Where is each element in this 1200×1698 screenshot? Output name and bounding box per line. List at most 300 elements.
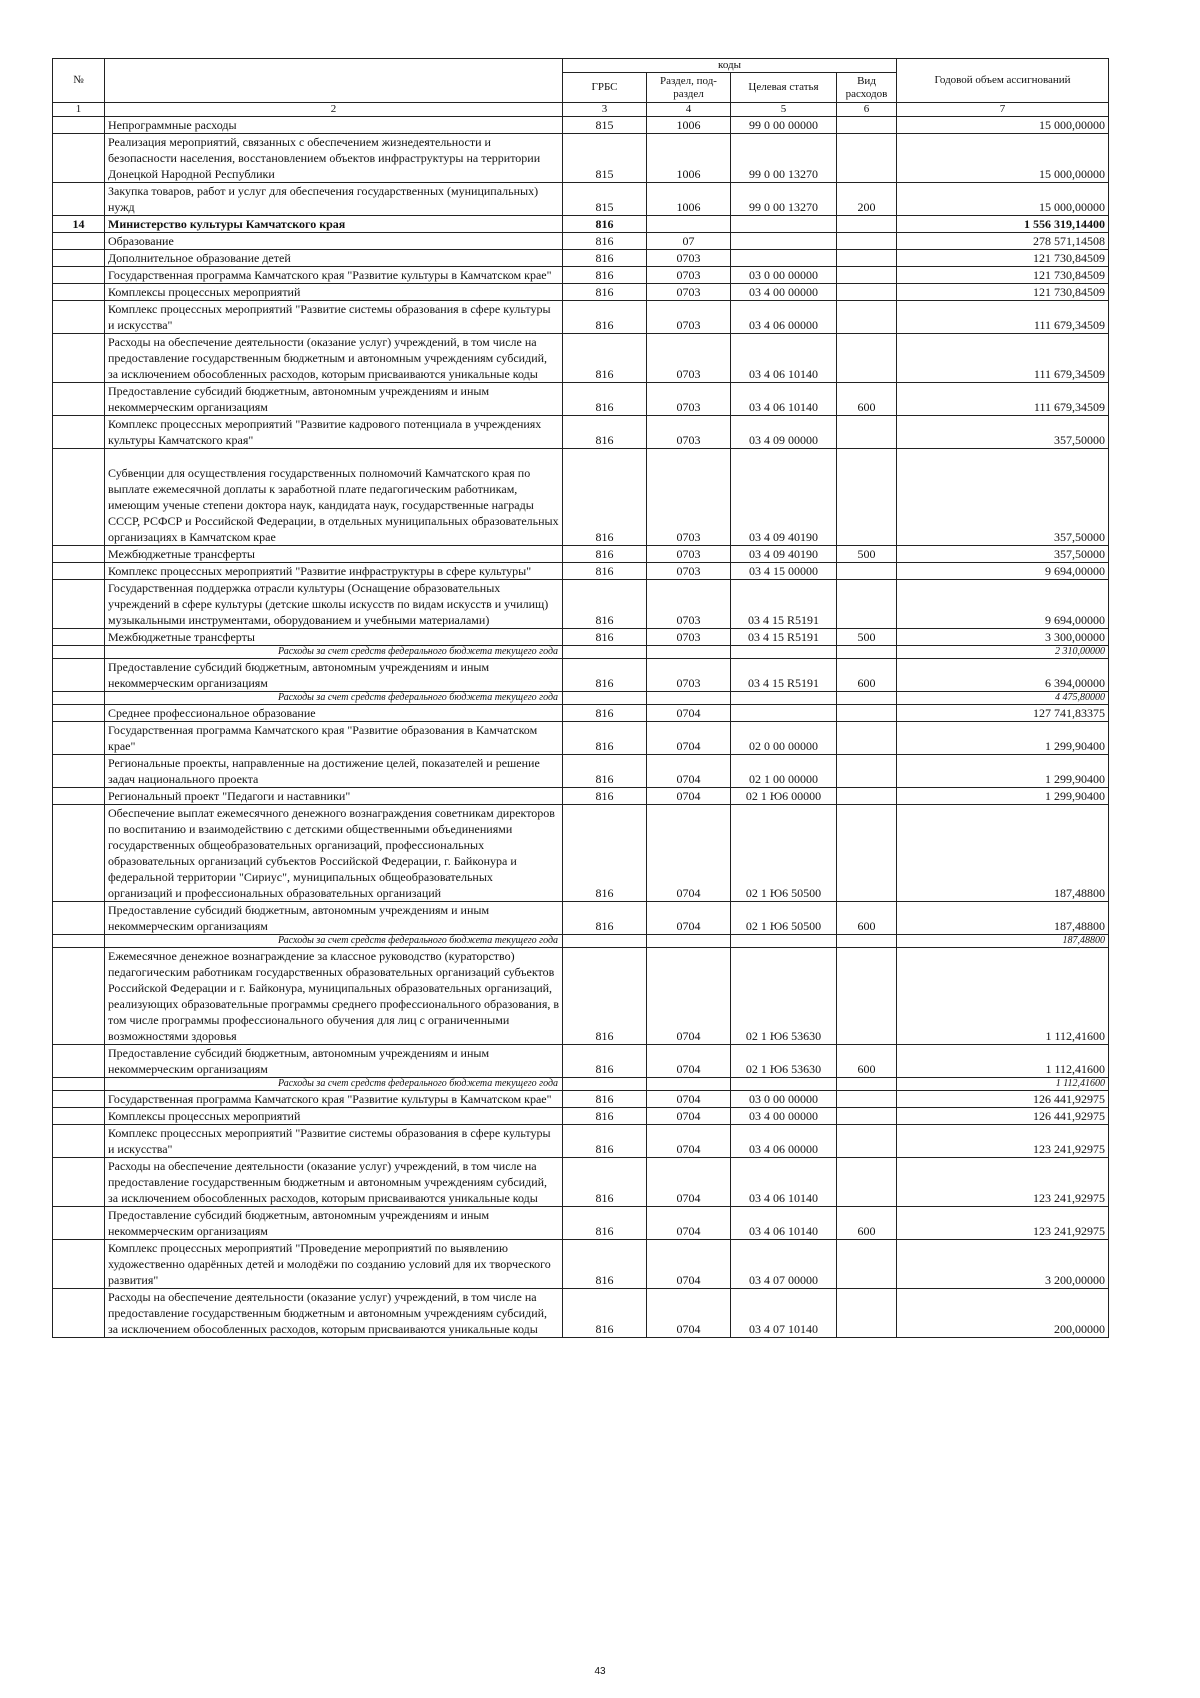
grbs-code: 816 <box>563 383 647 416</box>
row-number <box>53 948 105 1045</box>
row-number <box>53 1091 105 1108</box>
section-code <box>647 1078 731 1091</box>
target-code: 03 4 15 00000 <box>731 563 837 580</box>
section-code: 0703 <box>647 267 731 284</box>
expense-kind-code <box>837 788 897 805</box>
expense-kind-code <box>837 1091 897 1108</box>
table-row <box>53 183 1109 216</box>
allocation-amount: 15 000,00000 <box>897 134 1109 183</box>
grbs-code: 816 <box>563 948 647 1045</box>
grbs-code: 816 <box>563 334 647 383</box>
expense-name: Непрограммные расходы <box>105 117 563 134</box>
target-code <box>731 705 837 722</box>
expense-kind-code: 200 <box>837 183 897 216</box>
section-code <box>647 646 731 659</box>
expense-kind-code <box>837 117 897 134</box>
grbs-code: 816 <box>563 267 647 284</box>
allocation-amount: 126 441,92975 <box>897 1091 1109 1108</box>
expense-name: Предоставление субсидий бюджетным, автономным учреждениям и иным некоммерческим организациям <box>105 902 563 935</box>
row-number <box>53 183 105 216</box>
expense-kind-code: 600 <box>837 902 897 935</box>
expense-name: Образование <box>105 233 563 250</box>
grbs-code: 816 <box>563 659 647 692</box>
grbs-code: 816 <box>563 1125 647 1158</box>
expense-name: Ежемесячное денежное вознаграждение за классное руководство (кураторство) педагогическим работникам государственных образовательных организаций субъектов Российской Федерации и г. Байконура, муниципальных образовательных организаций, реализующих образовательные программы среднего профессионального образования, в том числе программы профессионального обучения для лиц с ограниченными возможностями здоровья <box>105 948 563 1045</box>
expense-kind-code <box>837 1240 897 1289</box>
expense-name: Комплексы процессных мероприятий <box>105 1108 563 1125</box>
header-no: № <box>53 59 105 103</box>
target-code: 02 1 Ю6 50500 <box>731 902 837 935</box>
grbs-code: 816 <box>563 1045 647 1078</box>
table-row <box>53 267 1109 284</box>
expense-kind-code <box>837 1158 897 1207</box>
section-code: 0704 <box>647 788 731 805</box>
row-number <box>53 692 105 705</box>
grbs-code: 816 <box>563 788 647 805</box>
expense-kind-code <box>837 948 897 1045</box>
expense-kind-code <box>837 334 897 383</box>
expense-kind-code <box>837 233 897 250</box>
allocation-amount: 1 299,90400 <box>897 755 1109 788</box>
row-number <box>53 580 105 629</box>
expense-kind-code <box>837 267 897 284</box>
expense-name: Комплекс процессных мероприятий "Проведение мероприятий по выявлению художественно одарённых детей и молодёжи по созданию условий для их творческого развития" <box>105 1240 563 1289</box>
section-code: 07 <box>647 233 731 250</box>
expense-kind-code <box>837 1078 897 1091</box>
allocation-amount: 1 112,41600 <box>897 1078 1109 1091</box>
federal-budget-row <box>53 1078 1109 1091</box>
allocation-amount: 111 679,34509 <box>897 383 1109 416</box>
table-row <box>53 1045 1109 1078</box>
column-number: 4 <box>647 103 731 117</box>
header-target: Целевая статья <box>731 73 837 103</box>
section-code <box>647 692 731 705</box>
expense-name: Государственная поддержка отрасли культуры (Оснащение образовательных учреждений в сфере культуры (детские школы искусств по видам искусств и училищ) музыкальными инструментами, оборудованием и учебными материалами) <box>105 580 563 629</box>
row-number <box>53 935 105 948</box>
target-code: 99 0 00 00000 <box>731 117 837 134</box>
section-code: 0704 <box>647 1289 731 1338</box>
grbs-code: 816 <box>563 1207 647 1240</box>
column-number: 2 <box>105 103 563 117</box>
grbs-code: 816 <box>563 902 647 935</box>
section-code: 0704 <box>647 755 731 788</box>
grbs-code: 815 <box>563 134 647 183</box>
grbs-code: 816 <box>563 1158 647 1207</box>
expense-kind-code <box>837 563 897 580</box>
grbs-code: 816 <box>563 216 647 233</box>
row-number <box>53 646 105 659</box>
allocation-amount: 15 000,00000 <box>897 183 1109 216</box>
expense-kind-code <box>837 805 897 902</box>
allocation-amount: 200,00000 <box>897 1289 1109 1338</box>
allocation-amount: 357,50000 <box>897 546 1109 563</box>
grbs-code: 816 <box>563 284 647 301</box>
expense-name: Среднее профессиональное образование <box>105 705 563 722</box>
table-row <box>53 755 1109 788</box>
expense-name: Комплексы процессных мероприятий <box>105 284 563 301</box>
table-row <box>53 629 1109 646</box>
section-code: 0704 <box>647 1158 731 1207</box>
grbs-code: 816 <box>563 546 647 563</box>
expense-name: Обеспечение выплат ежемесячного денежного вознаграждения советникам директоров по воспитанию и взаимодействию с детскими общественными объединениями государственных общеобразовательных организаций, профессиональных образовательных организаций субъектов Российской Федерации, г. Байконура и федеральной территории "Сириус", муниципальных общеобразовательных организаций и профессиональных образовательных организаций <box>105 805 563 902</box>
allocation-amount: 121 730,84509 <box>897 284 1109 301</box>
row-number <box>53 629 105 646</box>
expense-name: Предоставление субсидий бюджетным, автономным учреждениям и иным некоммерческим организациям <box>105 659 563 692</box>
expense-kind-code <box>837 416 897 449</box>
table-row <box>53 546 1109 563</box>
expense-name: Межбюджетные трансферты <box>105 629 563 646</box>
expense-name: Государственная программа Камчатского края "Развитие образования в Камчатском крае" <box>105 722 563 755</box>
section-code: 0704 <box>647 1207 731 1240</box>
table-row <box>53 117 1109 134</box>
allocation-amount: 127 741,83375 <box>897 705 1109 722</box>
expense-name: Закупка товаров, работ и услуг для обеспечения государственных (муниципальных) нужд <box>105 183 563 216</box>
target-code: 03 4 00 00000 <box>731 284 837 301</box>
row-number <box>53 788 105 805</box>
target-code: 03 0 00 00000 <box>731 267 837 284</box>
expense-name: Комплекс процессных мероприятий "Развитие системы образования в сфере культуры и искусства" <box>105 301 563 334</box>
allocation-amount: 111 679,34509 <box>897 334 1109 383</box>
row-number <box>53 563 105 580</box>
allocation-amount: 1 112,41600 <box>897 1045 1109 1078</box>
section-code: 0704 <box>647 1045 731 1078</box>
target-code: 03 4 06 10140 <box>731 334 837 383</box>
target-code: 03 4 09 40190 <box>731 546 837 563</box>
target-code: 03 4 06 10140 <box>731 383 837 416</box>
target-code: 03 4 06 10140 <box>731 1207 837 1240</box>
expense-kind-code: 500 <box>837 546 897 563</box>
expense-name: Комплекс процессных мероприятий "Развитие инфраструктуры в сфере культуры" <box>105 563 563 580</box>
expense-name: Предоставление субсидий бюджетным, автономным учреждениям и иным некоммерческим организациям <box>105 1207 563 1240</box>
section-code: 0703 <box>647 629 731 646</box>
section-code: 0703 <box>647 334 731 383</box>
row-number <box>53 250 105 267</box>
row-number <box>53 1108 105 1125</box>
allocation-amount: 121 730,84509 <box>897 267 1109 284</box>
expense-name: Расходы за счет средств федерального бюджета текущего года <box>105 646 563 659</box>
grbs-code: 815 <box>563 183 647 216</box>
allocation-amount: 4 475,80000 <box>897 692 1109 705</box>
allocation-amount: 126 441,92975 <box>897 1108 1109 1125</box>
target-code: 03 4 15 R5191 <box>731 629 837 646</box>
target-code: 02 1 Ю6 53630 <box>731 948 837 1045</box>
table-row <box>53 1091 1109 1108</box>
target-code <box>731 692 837 705</box>
expense-kind-code: 600 <box>837 659 897 692</box>
expense-name: Министерство культуры Камчатского края <box>105 216 563 233</box>
column-number: 7 <box>897 103 1109 117</box>
expense-kind-code: 600 <box>837 383 897 416</box>
expense-kind-code <box>837 705 897 722</box>
grbs-code: 816 <box>563 755 647 788</box>
expense-kind-code <box>837 449 897 546</box>
section-code: 0704 <box>647 805 731 902</box>
grbs-code: 816 <box>563 629 647 646</box>
allocation-amount: 6 394,00000 <box>897 659 1109 692</box>
row-number <box>53 1045 105 1078</box>
target-code <box>731 646 837 659</box>
expense-name: Расходы на обеспечение деятельности (оказание услуг) учреждений, в том числе на предоставление государственным бюджетным и автономным учреждениям субсидий, за исключением обособленных расходов, которым присваиваются уникальные коды <box>105 1158 563 1207</box>
allocation-amount: 278 571,14508 <box>897 233 1109 250</box>
grbs-code <box>563 935 647 948</box>
row-number <box>53 267 105 284</box>
target-code: 03 4 09 40190 <box>731 449 837 546</box>
expense-name: Расходы на обеспечение деятельности (оказание услуг) учреждений, в том числе на предоставление государственным бюджетным и автономным учреждениям субсидий, за исключением обособленных расходов, которым присваиваются уникальные коды <box>105 1289 563 1338</box>
grbs-code: 815 <box>563 117 647 134</box>
section-code: 0703 <box>647 580 731 629</box>
row-number <box>53 1078 105 1091</box>
expense-kind-code <box>837 580 897 629</box>
section-code: 0703 <box>647 659 731 692</box>
row-number <box>53 805 105 902</box>
expense-kind-code: 600 <box>837 1045 897 1078</box>
allocation-amount: 9 694,00000 <box>897 580 1109 629</box>
target-code: 02 1 Ю6 53630 <box>731 1045 837 1078</box>
section-code: 0703 <box>647 416 731 449</box>
expense-name: Расходы за счет средств федерального бюджета текущего года <box>105 692 563 705</box>
column-number: 6 <box>837 103 897 117</box>
expense-kind-code <box>837 935 897 948</box>
allocation-amount: 1 299,90400 <box>897 788 1109 805</box>
row-number <box>53 284 105 301</box>
table-row <box>53 233 1109 250</box>
section-code: 1006 <box>647 117 731 134</box>
header-kind: Вид расходов <box>837 73 897 103</box>
federal-budget-row <box>53 935 1109 948</box>
table-row <box>53 301 1109 334</box>
target-code: 03 4 07 00000 <box>731 1240 837 1289</box>
table-row <box>53 1108 1109 1125</box>
expense-name: Дополнительное образование детей <box>105 250 563 267</box>
target-code: 03 4 06 00000 <box>731 301 837 334</box>
expense-name: Субвенции для осуществления государственных полномочий Камчатского края по выплате ежемесячной доплаты к заработной плате педагогическим работникам, имеющим ученые степени доктора наук, кандидата наук, государственные награды СССР, РСФСР и Российской Федерации, в отдельных муниципальных образовательных организациях в Камчатском крае <box>105 449 563 546</box>
federal-budget-row <box>53 646 1109 659</box>
target-code: 03 0 00 00000 <box>731 1091 837 1108</box>
target-code: 03 4 06 10140 <box>731 1158 837 1207</box>
target-code <box>731 1078 837 1091</box>
allocation-amount: 187,48800 <box>897 902 1109 935</box>
grbs-code: 816 <box>563 416 647 449</box>
table-row <box>53 416 1109 449</box>
row-number <box>53 1125 105 1158</box>
allocation-amount: 187,48800 <box>897 935 1109 948</box>
table-row <box>53 902 1109 935</box>
table-row <box>53 805 1109 902</box>
table-row <box>53 948 1109 1045</box>
table-row <box>53 1240 1109 1289</box>
grbs-code: 816 <box>563 805 647 902</box>
grbs-code: 816 <box>563 705 647 722</box>
federal-budget-row <box>53 692 1109 705</box>
table-row <box>53 563 1109 580</box>
table-row <box>53 134 1109 183</box>
target-code: 99 0 00 13270 <box>731 183 837 216</box>
section-code: 0704 <box>647 722 731 755</box>
row-number: 14 <box>53 216 105 233</box>
header-grbs: ГРБС <box>563 73 647 103</box>
allocation-amount: 3 200,00000 <box>897 1240 1109 1289</box>
row-number <box>53 722 105 755</box>
header-amount: Годовой объем ассигнований <box>897 59 1109 103</box>
header-codes: коды <box>563 59 897 73</box>
expense-kind-code <box>837 722 897 755</box>
target-code: 02 1 00 00000 <box>731 755 837 788</box>
table-row <box>53 722 1109 755</box>
row-number <box>53 1207 105 1240</box>
table-row <box>53 1289 1109 1338</box>
table-row <box>53 1158 1109 1207</box>
allocation-amount: 1 556 319,14400 <box>897 216 1109 233</box>
grbs-code: 816 <box>563 580 647 629</box>
grbs-code: 816 <box>563 449 647 546</box>
target-code: 02 1 Ю6 00000 <box>731 788 837 805</box>
row-number <box>53 416 105 449</box>
grbs-code: 816 <box>563 1289 647 1338</box>
expense-name: Предоставление субсидий бюджетным, автономным учреждениям и иным некоммерческим организациям <box>105 383 563 416</box>
grbs-code <box>563 692 647 705</box>
allocation-amount: 187,48800 <box>897 805 1109 902</box>
budget-rows <box>53 117 1109 1338</box>
section-code: 0703 <box>647 563 731 580</box>
row-number <box>53 117 105 134</box>
target-code <box>731 935 837 948</box>
allocation-amount: 111 679,34509 <box>897 301 1109 334</box>
allocation-amount: 357,50000 <box>897 416 1109 449</box>
section-code <box>647 935 731 948</box>
section-code: 0703 <box>647 250 731 267</box>
row-number <box>53 1289 105 1338</box>
section-code: 1006 <box>647 134 731 183</box>
grbs-code: 816 <box>563 301 647 334</box>
expense-kind-code <box>837 1125 897 1158</box>
table-row <box>53 580 1109 629</box>
expense-kind-code <box>837 134 897 183</box>
expense-name: Межбюджетные трансферты <box>105 546 563 563</box>
section-code: 0703 <box>647 546 731 563</box>
expense-kind-code <box>837 301 897 334</box>
grbs-code: 816 <box>563 1240 647 1289</box>
row-number <box>53 449 105 546</box>
target-code: 03 4 06 00000 <box>731 1125 837 1158</box>
grbs-code: 816 <box>563 722 647 755</box>
expense-kind-code <box>837 755 897 788</box>
grbs-code: 816 <box>563 1091 647 1108</box>
row-number <box>53 902 105 935</box>
allocation-amount: 1 112,41600 <box>897 948 1109 1045</box>
section-code: 0704 <box>647 1125 731 1158</box>
budget-sheet <box>52 58 1108 1338</box>
row-number <box>53 383 105 416</box>
expense-kind-code <box>837 1289 897 1338</box>
page-number: 43 <box>594 1666 606 1677</box>
table-row <box>53 788 1109 805</box>
row-number <box>53 233 105 250</box>
allocation-amount: 15 000,00000 <box>897 117 1109 134</box>
target-code: 03 4 15 R5191 <box>731 659 837 692</box>
table-row <box>53 1125 1109 1158</box>
section-code: 0704 <box>647 1091 731 1108</box>
column-number-row <box>53 103 1109 117</box>
expense-kind-code <box>837 692 897 705</box>
section-code: 0704 <box>647 948 731 1045</box>
allocation-amount: 121 730,84509 <box>897 250 1109 267</box>
target-code: 03 4 00 00000 <box>731 1108 837 1125</box>
allocation-amount: 2 310,00000 <box>897 646 1109 659</box>
table-row <box>53 659 1109 692</box>
grbs-code: 816 <box>563 250 647 267</box>
column-number: 3 <box>563 103 647 117</box>
expense-kind-code <box>837 216 897 233</box>
target-code <box>731 233 837 250</box>
allocation-amount: 123 241,92975 <box>897 1158 1109 1207</box>
allocation-amount: 123 241,92975 <box>897 1207 1109 1240</box>
expense-name: Расходы за счет средств федерального бюджета текущего года <box>105 1078 563 1091</box>
grbs-code: 816 <box>563 1108 647 1125</box>
expense-kind-code <box>837 250 897 267</box>
row-number <box>53 1158 105 1207</box>
expense-kind-code: 600 <box>837 1207 897 1240</box>
expense-kind-code <box>837 646 897 659</box>
target-code: 03 4 07 10140 <box>731 1289 837 1338</box>
row-number <box>53 301 105 334</box>
section-code: 0704 <box>647 1108 731 1125</box>
allocation-amount: 1 299,90400 <box>897 722 1109 755</box>
allocation-amount: 357,50000 <box>897 449 1109 546</box>
target-code <box>731 216 837 233</box>
expense-name: Государственная программа Камчатского края "Развитие культуры в Камчатском крае" <box>105 267 563 284</box>
section-code: 0703 <box>647 383 731 416</box>
expense-name: Региональный проект "Педагоги и наставники" <box>105 788 563 805</box>
row-number <box>53 705 105 722</box>
section-code: 0703 <box>647 284 731 301</box>
grbs-code <box>563 646 647 659</box>
section-code: 0703 <box>647 301 731 334</box>
expense-kind-code: 500 <box>837 629 897 646</box>
row-number <box>53 755 105 788</box>
grbs-code <box>563 1078 647 1091</box>
target-code: 03 4 15 R5191 <box>731 580 837 629</box>
table-row <box>53 250 1109 267</box>
table-row <box>53 383 1109 416</box>
budget-table <box>52 58 1109 1338</box>
target-code: 02 0 00 00000 <box>731 722 837 755</box>
target-code: 02 1 Ю6 50500 <box>731 805 837 902</box>
expense-name: Комплекс процессных мероприятий "Развитие кадрового потенциала в учреждениях культуры Камчатского края" <box>105 416 563 449</box>
target-code <box>731 250 837 267</box>
expense-name: Расходы за счет средств федерального бюджета текущего года <box>105 935 563 948</box>
section-code: 0703 <box>647 449 731 546</box>
table-row <box>53 216 1109 233</box>
target-code: 99 0 00 13270 <box>731 134 837 183</box>
row-number <box>53 1240 105 1289</box>
expense-name: Комплекс процессных мероприятий "Развитие системы образования в сфере культуры и искусства" <box>105 1125 563 1158</box>
allocation-amount: 3 300,00000 <box>897 629 1109 646</box>
allocation-amount: 123 241,92975 <box>897 1125 1109 1158</box>
target-code: 03 4 09 00000 <box>731 416 837 449</box>
expense-kind-code <box>837 1108 897 1125</box>
section-code: 0704 <box>647 1240 731 1289</box>
row-number <box>53 134 105 183</box>
expense-name: Расходы на обеспечение деятельности (оказание услуг) учреждений, в том числе на предоставление государственным бюджетным и автономным учреждениям субсидий, за исключением обособленных расходов, которым присваиваются уникальные коды <box>105 334 563 383</box>
row-number <box>53 334 105 383</box>
table-row <box>53 284 1109 301</box>
section-code: 1006 <box>647 183 731 216</box>
section-code: 0704 <box>647 705 731 722</box>
grbs-code: 816 <box>563 233 647 250</box>
header-section: Раздел, под-раздел <box>647 73 731 103</box>
column-number: 1 <box>53 103 105 117</box>
column-number: 5 <box>731 103 837 117</box>
